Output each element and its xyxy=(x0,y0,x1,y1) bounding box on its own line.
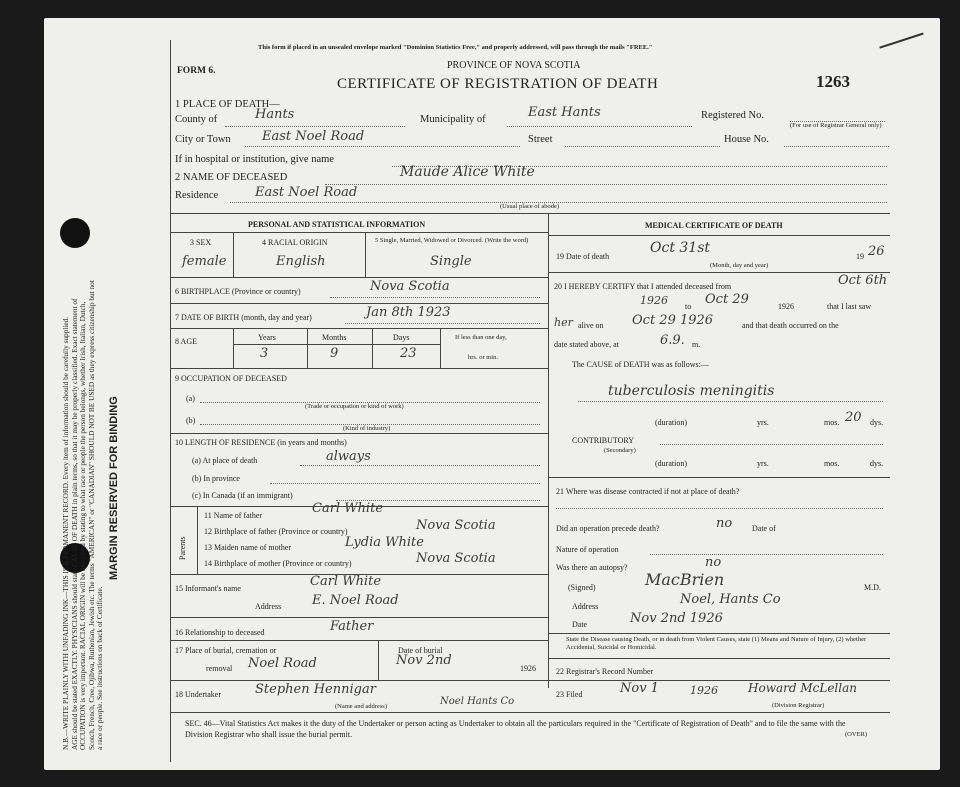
residence-value: East Noel Road xyxy=(255,185,358,200)
occupation-a-label: (a) xyxy=(186,394,195,403)
divider xyxy=(170,712,890,713)
informant-address-value: E. Noel Road xyxy=(312,593,399,608)
underline xyxy=(300,465,540,466)
residence-note: (Usual place of abode) xyxy=(500,203,560,210)
duration-label: (duration) xyxy=(655,459,687,468)
divider xyxy=(233,328,234,368)
form-number: FORM 6. xyxy=(177,66,216,76)
dys-label: dys. xyxy=(870,418,884,427)
instruction-line: Scotch, French, Cree, Ojibwa, Ruthenian, Jewish etc. The terms "AMERICAN" or "CANADIAN" SHOULD NOT BE USED as they express citizenship but not xyxy=(86,280,96,750)
filed-year: 1926 xyxy=(690,684,718,697)
instruction-line: OCCUPATION is very important. RACIAL ORIGIN will be described by stating to what race or people the person belongs, whether Irish, Italian, Dutch, xyxy=(78,301,88,750)
physician-address-value: Noel, Hants Co xyxy=(680,592,781,607)
dys-label: dys. xyxy=(870,459,884,468)
mother-birthplace-value: Nova Scotia xyxy=(416,551,496,566)
municipality-value: East Hants xyxy=(528,105,601,120)
undertaker-label: 18 Undertaker xyxy=(175,690,221,699)
cause-value: tuberculosis meningitis xyxy=(608,383,775,399)
underline xyxy=(650,554,883,555)
burial-date-label: Date of burial xyxy=(398,646,443,655)
physician-date-value: Nov 2nd 1926 xyxy=(630,611,723,626)
divider xyxy=(170,232,548,233)
divider xyxy=(197,506,198,574)
instruction-line: a race or people. See instructions on back of Certificate. xyxy=(95,586,105,750)
underline xyxy=(507,126,692,127)
burial-place-label: 17 Place of burial, cremation or xyxy=(175,646,277,655)
municipality-label: Municipality of xyxy=(420,114,486,125)
divider xyxy=(170,368,548,369)
registrar-record-label: 22 Registrar's Record Number xyxy=(556,667,654,676)
cause-label: The CAUSE of DEATH was as follows:— xyxy=(572,360,709,369)
racial-value: English xyxy=(276,254,326,269)
burial-date-value: Nov 2nd xyxy=(396,653,452,668)
last-saw-label: that I last saw xyxy=(827,302,872,311)
attended-from-year: 1926 xyxy=(640,294,668,307)
registrar-note: (For use of Registrar General only) xyxy=(790,122,882,129)
divider xyxy=(365,232,366,277)
registrar-signature: Howard McLellan xyxy=(748,681,857,695)
divider xyxy=(233,344,440,345)
divider xyxy=(440,328,441,368)
underline xyxy=(325,184,887,185)
division-registrar-note: (Division Registrar) xyxy=(772,702,825,709)
signed-label: (Signed) xyxy=(568,583,596,592)
mother-birthplace-label: 14 Birthplace of mother (Province or country) xyxy=(204,559,352,568)
physician-address-label: Address xyxy=(572,602,599,611)
racial-label: 4 RACIAL ORIGIN xyxy=(262,238,328,247)
date-of-label: Date of xyxy=(752,524,776,533)
underline xyxy=(225,126,405,127)
at-place-value: always xyxy=(326,449,371,464)
divider xyxy=(170,433,548,434)
instruction-line: N.B.—WRITE PLAINLY WITH UNFADING INK—THIS IS A PERMANENT RECORD. Every item of information should be carefully supplied. xyxy=(61,316,70,750)
divider xyxy=(170,303,548,304)
underline xyxy=(345,323,540,324)
over-label: (OVER) xyxy=(845,731,868,738)
age-days-value: 23 xyxy=(400,346,417,361)
attended-to-value: Oct 29 xyxy=(705,292,749,307)
filed-value: Nov 1 xyxy=(620,681,659,696)
informant-value: Carl White xyxy=(310,574,382,589)
relationship-value: Father xyxy=(330,619,374,634)
envelope-note: This form if placed in an unsealed envelope marked "Dominion Statistics Free," and properly addressed, will pass through the mails "FREE." xyxy=(258,44,653,51)
residence-length-label: 10 LENGTH OF RESIDENCE (in years and months) xyxy=(175,438,347,447)
medical-section-title: MEDICAL CERTIFICATE OF DEATH xyxy=(645,221,783,230)
divider xyxy=(548,213,549,688)
page-title: CERTIFICATE OF REGISTRATION OF DEATH xyxy=(337,76,659,92)
marital-label: 5 Single, Married, Widowed or Divorced. (Write the word) xyxy=(375,237,529,244)
secondary-note: (Secondary) xyxy=(604,447,636,454)
divider xyxy=(170,213,890,214)
age-label: 8 AGE xyxy=(175,337,197,346)
date-stated-label: date stated above, at xyxy=(554,340,619,349)
dob-value: Jan 8th 1923 xyxy=(366,305,451,320)
informant-address-label: Address xyxy=(255,602,282,611)
hospital-label: If in hospital or institution, give name xyxy=(175,154,334,165)
informant-label: 15 Informant's name xyxy=(175,584,241,593)
undertaker-value: Stephen Hennigar xyxy=(255,682,376,697)
attended-from-value: Oct 6th xyxy=(838,273,888,288)
mother-label: 13 Maiden name of mother xyxy=(204,543,292,552)
death-year-prefix: 19 xyxy=(856,252,864,261)
medical-footnote: State the Disease causing Death, or in death from Violent Causes, state (1) Means and Nature of Injury, (2) whether Accidental, Suicidal or Homicidal. xyxy=(566,636,867,651)
in-province-label: (b) In province xyxy=(192,474,240,483)
undertaker-note: (Name and address) xyxy=(335,703,387,710)
underline xyxy=(556,508,883,509)
alive-on-label: alive on xyxy=(578,321,604,330)
divider xyxy=(548,477,890,478)
personal-section-title: PERSONAL AND STATISTICAL INFORMATION xyxy=(248,220,426,229)
mother-value: Lydia White xyxy=(345,535,424,550)
divider xyxy=(548,235,890,236)
years-label: Years xyxy=(258,333,276,342)
divider xyxy=(170,640,548,641)
sex-value: female xyxy=(182,254,227,269)
death-occurred-label: and that death occurred on the xyxy=(742,321,839,330)
parents-label: Parents xyxy=(178,536,187,560)
date-of-death-value: Oct 31st xyxy=(650,240,711,256)
street-label: Street xyxy=(528,134,553,145)
md-label: M.D. xyxy=(864,583,881,592)
burial-year: 1926 xyxy=(520,664,536,673)
yrs-label: yrs. xyxy=(757,459,769,468)
instruction-line: AGE should be stated EXACTLY. PHYSICIANS should state CAUSE OF DEATH in plain terms, so that it may be properly classified. Exact statement of xyxy=(69,298,79,750)
city-value: East Noel Road xyxy=(262,129,365,144)
divider xyxy=(170,328,548,329)
binding-label: MARGIN RESERVED FOR BINDING xyxy=(108,396,120,580)
months-label: Months xyxy=(322,333,347,342)
form-border-left xyxy=(170,40,171,762)
attended-to-year: 1926 xyxy=(778,302,794,311)
underline xyxy=(270,483,540,484)
occupation-b-label: (b) xyxy=(186,416,196,425)
mos-label: mos. xyxy=(824,459,840,468)
burial-place-value: Noel Road xyxy=(248,656,317,671)
certify-label: 20 I HEREBY CERTIFY that I attended deceased from xyxy=(554,282,732,291)
mos-label: mos. xyxy=(824,418,840,427)
father-label: 11 Name of father xyxy=(204,511,263,520)
marital-value: Single xyxy=(430,254,472,269)
contributory-label: CONTRIBUTORY xyxy=(572,436,635,445)
deceased-name-value: Maude Alice White xyxy=(400,164,535,180)
filed-label: 23 Filed xyxy=(556,690,583,699)
q21-label: 21 Where was disease contracted if not at place of death? xyxy=(556,487,740,496)
residence-label: Residence xyxy=(175,190,219,201)
at-place-label: (a) At place of death xyxy=(192,456,258,465)
days-label: Days xyxy=(393,333,410,342)
removal-label: removal xyxy=(206,664,233,673)
physician-date-label: Date xyxy=(572,620,588,629)
age-years-value: 3 xyxy=(260,346,269,361)
margin-instructions xyxy=(60,60,168,750)
underline xyxy=(784,146,889,147)
time-value: 6.9. xyxy=(660,333,685,348)
father-value: Carl White xyxy=(312,501,384,516)
county-label: County of xyxy=(175,114,218,125)
divider xyxy=(170,277,548,278)
alive-date-value: Oct 29 1926 xyxy=(632,313,714,328)
birthplace-label: 6 BIRTHPLACE (Province or country) xyxy=(175,287,301,296)
birthplace-value: Nova Scotia xyxy=(370,279,450,294)
operation-label: Did an operation precede death? xyxy=(556,524,660,533)
county-value: Hants xyxy=(255,107,295,122)
underline xyxy=(245,146,520,147)
occupation-label: 9 OCCUPATION OF DECEASED xyxy=(175,374,287,383)
occupation-a-note: (Trade or occupation or kind of work) xyxy=(305,403,404,410)
operation-value: no xyxy=(716,516,733,531)
divider xyxy=(170,680,548,681)
less-than-day-label: If less than one day, xyxy=(455,334,507,341)
divider xyxy=(548,658,890,659)
date-note: (Month, day and year) xyxy=(710,262,769,269)
duration-days-value: 20 xyxy=(845,410,862,425)
yrs-label: yrs. xyxy=(757,418,769,427)
deceased-name-label: 2 NAME OF DECEASED xyxy=(175,172,288,183)
city-label: City or Town xyxy=(175,134,231,145)
underline xyxy=(578,401,883,402)
physician-signature: MacBrien xyxy=(645,570,725,589)
her-prefix: her xyxy=(554,316,573,329)
autopsy-value: no xyxy=(705,555,722,570)
underline xyxy=(660,444,883,445)
date-of-death-label: 19 Date of death xyxy=(556,252,610,261)
hrs-min-label: hrs. or min. xyxy=(468,354,498,361)
divider xyxy=(372,328,373,368)
province-heading: PROVINCE OF NOVA SCOTIA xyxy=(447,60,581,71)
nature-label: Nature of operation xyxy=(556,545,619,554)
divider xyxy=(307,328,308,368)
occupation-b-note: (Kind of industry) xyxy=(343,425,391,432)
sex-label: 3 SEX xyxy=(190,238,212,247)
dob-label: 7 DATE OF BIRTH (month, day and year) xyxy=(175,313,312,322)
to-label: to xyxy=(685,302,692,311)
house-no-label: House No. xyxy=(724,134,769,145)
divider xyxy=(548,633,890,634)
death-year-suffix: 26 xyxy=(868,244,885,259)
autopsy-label: Was there an autopsy? xyxy=(556,563,628,572)
m-label: m. xyxy=(692,340,701,349)
undertaker-address-value: Noel Hants Co xyxy=(440,696,515,707)
father-birthplace-value: Nova Scotia xyxy=(416,518,496,533)
divider xyxy=(233,232,234,277)
in-canada-label: (c) In Canada (if an immigrant) xyxy=(192,491,293,500)
divider xyxy=(170,617,548,618)
footer-note: SEC. 46—Vital Statistics Act makes it the duty of the Undertaker or person acting as Undertaker to obtain all the particulars required in the "Certificate of Registration of Death" and to file the same with the Division Registrar who shall issue the burial permit. xyxy=(185,719,846,739)
age-months-value: 9 xyxy=(330,346,339,361)
place-of-death-label: 1 PLACE OF DEATH— xyxy=(175,99,280,110)
certificate-number: 1263 xyxy=(816,72,850,91)
underline xyxy=(330,297,540,298)
duration-label: (duration) xyxy=(655,418,687,427)
relationship-label: 16 Relationship to deceased xyxy=(175,628,265,637)
registered-no-label: Registered No. xyxy=(701,110,764,121)
underline xyxy=(565,146,720,147)
father-birthplace-label: 12 Birthplace of father (Province or country) xyxy=(204,527,348,536)
divider xyxy=(378,640,379,680)
